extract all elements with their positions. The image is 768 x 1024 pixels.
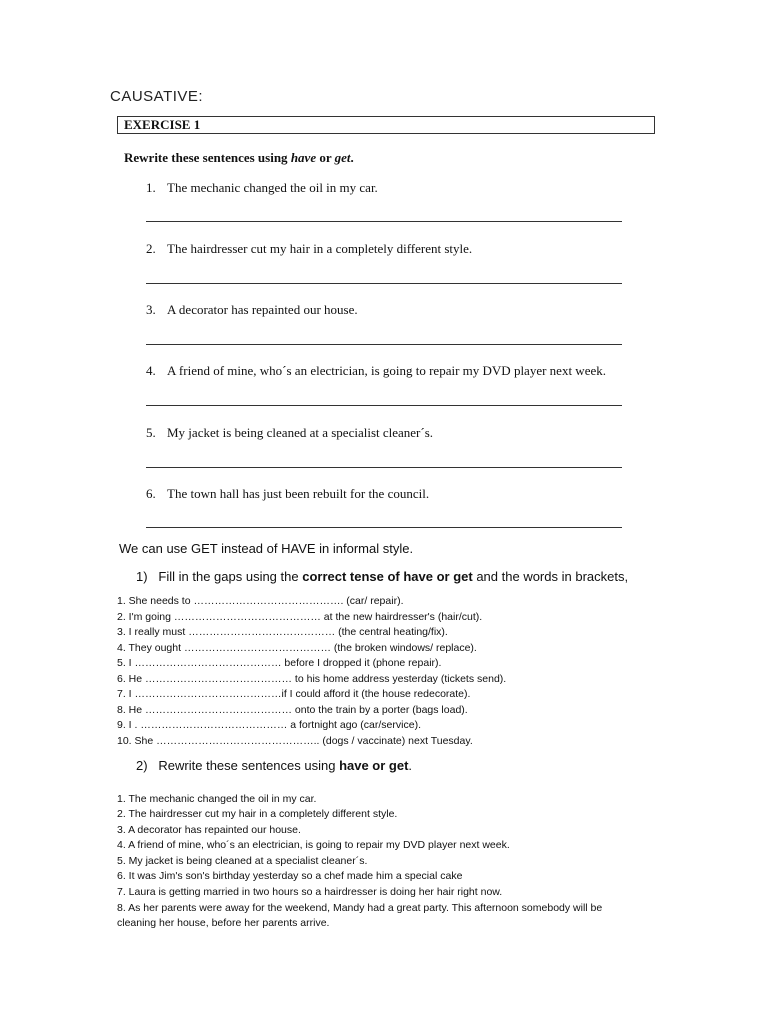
gap-item: 10. She ……………………………………….. (dogs / vaccinate) next Tuesday. (117, 735, 473, 747)
section-suffix: and the words in brackets, (472, 569, 629, 584)
instruction-get: get (334, 150, 351, 165)
sentence-number: 4. (146, 363, 156, 378)
exercise-sentence (146, 425, 433, 441)
sentence-text: A friend of mine, who´s an electrician, is going to repair my DVD player next week. (167, 363, 606, 378)
sentence-text: The hairdresser cut my hair in a completely different style. (167, 241, 473, 256)
section-prefix: Fill in the gaps using the (158, 569, 303, 584)
rewrite-item: 2. The hairdresser cut my hair in a completely different style. (117, 808, 398, 820)
gap-item: 3. I really must …………………………………… (the central heating/fix). (117, 626, 448, 638)
rewrite-item: 5. My jacket is being cleaned at a specialist cleaner´s. (117, 855, 368, 867)
sentence-text: A decorator has repainted our house. (167, 302, 358, 317)
section-number: 2) (136, 758, 148, 773)
answer-line (146, 283, 622, 284)
answer-line (146, 221, 622, 222)
rewrite-item: 6. It was Jim's son's birthday yesterday so a chef made him a special cake (117, 870, 463, 882)
sentence-number: 2. (146, 241, 156, 256)
gap-item: 1. She needs to ……………………………………. (car/ repair). (117, 595, 404, 607)
sentence-text: The mechanic changed the oil in my car. (167, 180, 378, 195)
section-bold: have or get (339, 758, 409, 773)
sentence-text: The town hall has just been rebuilt for the council. (167, 486, 430, 501)
rewrite-item: 3. A decorator has repainted our house. (117, 824, 301, 836)
exercise-sentence (146, 486, 429, 502)
exercise-sentence (146, 302, 358, 318)
rewrite-item: cleaning her house, before her parents arrive. (117, 917, 330, 929)
answer-line (146, 467, 622, 468)
usage-note: We can use GET instead of HAVE in informal style. (119, 541, 414, 556)
gap-item: 8. He …………………………………… onto the train by a porter (bags load). (117, 704, 468, 716)
exercise-instruction (124, 150, 354, 166)
sentence-number: 5. (146, 425, 156, 440)
exercise-sentence (146, 241, 472, 257)
gap-item: 5. I …………………………………… before I dropped it (phone repair). (117, 657, 442, 669)
exercise-sentence (146, 363, 606, 379)
page-title: CAUSATIVE: (110, 88, 204, 105)
sentence-text: My jacket is being cleaned at a specialist cleaner´s. (167, 425, 434, 440)
gap-item: 9. I . …………………………………… a fortnight ago (car/service). (117, 719, 421, 731)
exercise-label: EXERCISE 1 (124, 117, 201, 132)
section-number: 1) (136, 569, 148, 584)
exercise-sentence (146, 180, 378, 196)
gap-item: 6. He …………………………………… to his home address yesterday (tickets send). (117, 673, 507, 685)
instruction-prefix: Rewrite these sentences using (124, 150, 291, 165)
instruction-or: or (316, 150, 335, 165)
section-heading-fill-gaps (136, 569, 628, 584)
exercise-header-box (117, 116, 655, 134)
instruction-suffix: . (350, 150, 354, 165)
gap-item: 4. They ought …………………………………… (the broken windows/ replace). (117, 642, 477, 654)
sentence-number: 1. (146, 180, 156, 195)
section-suffix: . (408, 758, 413, 773)
answer-line (146, 405, 622, 406)
section-bold: correct tense of have or get (302, 569, 473, 584)
rewrite-item: 1. The mechanic changed the oil in my car. (117, 793, 317, 805)
sentence-number: 3. (146, 302, 156, 317)
rewrite-item: 7. Laura is getting married in two hours so a hairdresser is doing her hair right now. (117, 886, 503, 898)
sentence-number: 6. (146, 486, 156, 501)
rewrite-item: 4. A friend of mine, who´s an electrician, is going to repair my DVD player next week. (117, 839, 510, 851)
gap-item: 7. I ……………………………………if I could afford it (the house redecorate). (117, 688, 471, 700)
instruction-have: have (290, 150, 317, 165)
gap-item: 2. I'm going …………………………………… at the new hairdresser's (hair/cut). (117, 611, 483, 623)
section-prefix: Rewrite these sentences using (158, 758, 340, 773)
answer-line (146, 527, 622, 528)
section-heading-rewrite (136, 758, 412, 773)
rewrite-item: 8. As her parents were away for the weekend, Mandy had a great party. This afternoon somebody will be (117, 902, 603, 914)
answer-line (146, 344, 622, 345)
